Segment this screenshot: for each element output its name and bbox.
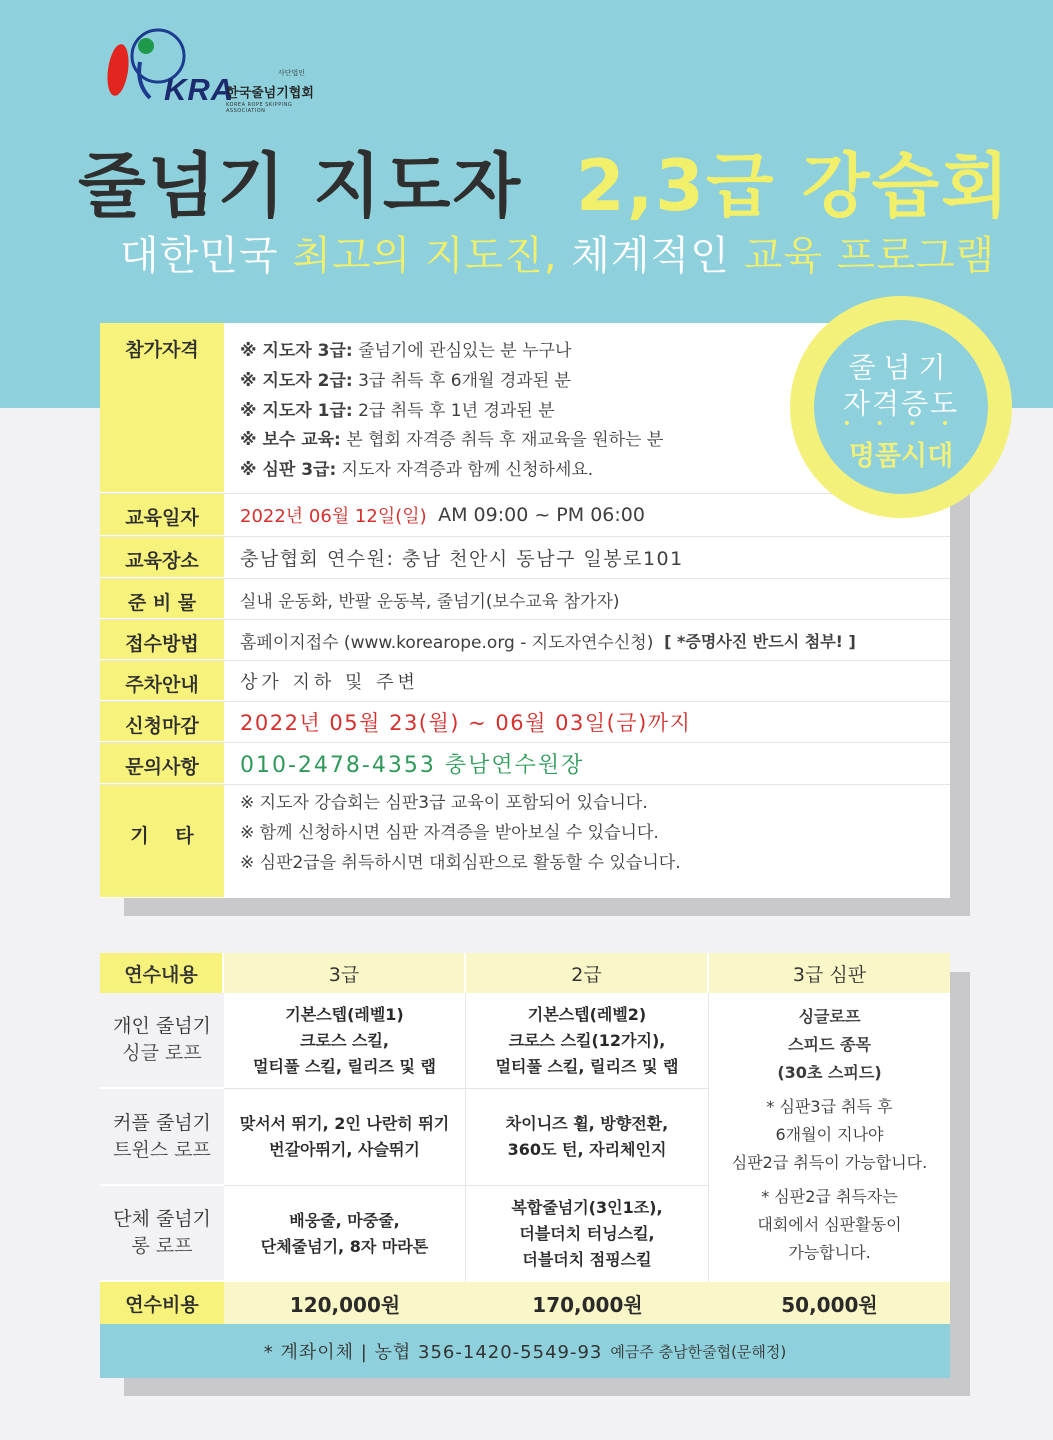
org-name: 한국줄넘기협회 <box>226 86 314 101</box>
etc-item: ※ 심판2급을 취득하시면 대회심판으로 활동할 수 있습니다. <box>240 852 681 873</box>
row-label: 개인 줄넘기 싱글 로프 <box>100 993 224 1089</box>
eligibility-item: ※ 지도자 1급: 2급 취득 후 1년 경과된 분 <box>240 400 555 421</box>
info-row-etc <box>100 785 950 898</box>
info-label: 신청마감 <box>100 702 224 742</box>
badge-highlight: 명품시대 <box>848 441 954 472</box>
info-label: 교육장소 <box>100 537 224 578</box>
info-label: 접수방법 <box>100 620 224 660</box>
table-header: 3급 심판 <box>709 953 950 993</box>
subtitle-part: 대한민국 <box>120 233 293 279</box>
table-cell: 복합줄넘기(3인1조), 더블더치 터닝스킬, 더블더치 점핑스킬 <box>466 1186 709 1282</box>
table-header: 연수내용 <box>100 953 224 993</box>
etc-item: ※ 지도자 강습회는 심판3급 교육이 포함되어 있습니다. <box>240 793 648 813</box>
info-label: 주차안내 <box>100 661 224 701</box>
info-value <box>240 620 940 660</box>
badge-inner <box>814 320 988 494</box>
info-row-contact <box>100 743 950 785</box>
table-cell: 기본스텝(레벨2) 크로스 스킬(12가지), 멀티풀 스킬, 릴리즈 및 랩 <box>466 993 709 1089</box>
info-row-date <box>100 494 950 537</box>
info-value <box>240 494 940 536</box>
parking-value: 상가 지하 및 주변 <box>240 672 419 693</box>
info-label: 준 비 물 <box>100 579 224 619</box>
org-english: KOREA ROPE SKIPPING ASSOCIATION <box>226 102 293 114</box>
apply-value: 홈페이지접수 (www.korearope.org - 지도자연수신청) <box>240 632 654 653</box>
page-title-accent: 2,3급 강습회 <box>576 145 1011 227</box>
info-row-deadline <box>100 702 950 743</box>
subtitle-part: 체계적인 <box>557 233 744 279</box>
time-value: AM 09:00 ~ PM 06:00 <box>438 504 645 526</box>
table-cell: 맞서서 뛰기, 2인 나란히 뛰기 번갈아뛰기, 사슬뛰기 <box>224 1089 466 1186</box>
eligibility-item: ※ 심판 3급: 지도자 자격증과 함께 신청하세요. <box>240 460 594 481</box>
row-label: 커플 줄넘기 트윈스 로프 <box>100 1089 224 1186</box>
etc-item: ※ 함께 신청하시면 심판 자격증을 받아보실 수 있습니다. <box>240 822 659 843</box>
badge-line: 자격증도 <box>842 387 960 420</box>
kra-logo <box>100 22 320 112</box>
account-holder: 예금주 충남한줄협(문해정) <box>610 1342 787 1361</box>
info-label: 참가자격 <box>100 323 224 493</box>
cost-referee: 50,000원 <box>709 1282 950 1324</box>
deadline-value: 2022년 05월 23(월) ~ 06월 03일(금)까지 <box>240 711 692 735</box>
date-value: 2022년 06월 12일(일) <box>240 506 427 527</box>
eligibility-item: ※ 보수 교육: 본 협회 자격증 취득 후 재교육을 원하는 분 <box>240 430 664 451</box>
contact-value: 010-2478-4353 충남연수원장 <box>240 753 585 778</box>
referee-cell: 싱글로프 스피드 종목 (30초 스피드) * 심판3급 취득 후 6개월이 지나야 심판2급 취득이 가능합니다. * 심판2급 취득자는 대회에서 심판활동이 가능합니다. <box>731 1007 928 1262</box>
info-row-apply <box>100 620 950 661</box>
info-label: 교육일자 <box>100 494 224 536</box>
table-header: 2급 <box>466 953 709 993</box>
page-title: 줄넘기 지도자 <box>78 145 523 227</box>
cost-grade2: 170,000원 <box>466 1282 709 1324</box>
subtitle-highlight: 교육 프로그램 <box>743 233 996 279</box>
info-row-supplies <box>100 579 950 620</box>
etc-list <box>240 789 681 878</box>
row-label: 단체 줄넘기 롱 로프 <box>100 1186 224 1282</box>
table-cell: 차이니즈 휠, 방향전환, 360도 턴, 자리체인지 <box>466 1089 709 1186</box>
table-cell: 배웅줄, 마중줄, 단체줄넘기, 8자 마라톤 <box>224 1186 466 1282</box>
venue-value: 충남협회 연수원: 충남 천안시 동남구 일봉로101 <box>240 548 684 570</box>
badge-dots: • • • • <box>842 416 960 432</box>
supplies-value: 실내 운동화, 반팔 운동복, 줄넘기(보수교육 참가자) <box>240 591 620 612</box>
cost-grade3: 120,000원 <box>224 1282 466 1324</box>
course-table <box>100 953 950 1378</box>
certificate-badge <box>790 296 1012 518</box>
account-number: * 계좌이체 | 농협 356-1420-5549-93 <box>263 1342 603 1363</box>
bank-account-info <box>100 1324 950 1378</box>
table-header: 3급 <box>224 953 466 993</box>
eligibility-item: ※ 지도자 3급: 줄넘기에 관심있는 분 누구나 <box>240 341 572 361</box>
info-label: 문의사항 <box>100 743 224 784</box>
subtitle <box>120 224 995 281</box>
info-row-parking <box>100 661 950 702</box>
cost-label: 연수비용 <box>100 1282 224 1324</box>
apply-note: [ *증명사진 반드시 첨부! ] <box>664 631 856 651</box>
info-row-venue <box>100 537 950 579</box>
eligibility-item: ※ 지도자 2급: 3급 취득 후 6개월 경과된 분 <box>240 370 571 391</box>
eligibility-list <box>240 337 663 486</box>
kra-wordmark: KRA <box>164 72 235 107</box>
badge-line: 줄넘기 <box>848 351 954 384</box>
info-label: 기 타 <box>100 785 224 898</box>
table-cell: 기본스텝(레벨1) 크로스 스킬, 멀티풀 스킬, 릴리즈 및 랩 <box>224 993 466 1089</box>
corp-label: 사단법인 <box>278 69 306 77</box>
subtitle-highlight: 최고의 지도진, <box>292 233 558 279</box>
